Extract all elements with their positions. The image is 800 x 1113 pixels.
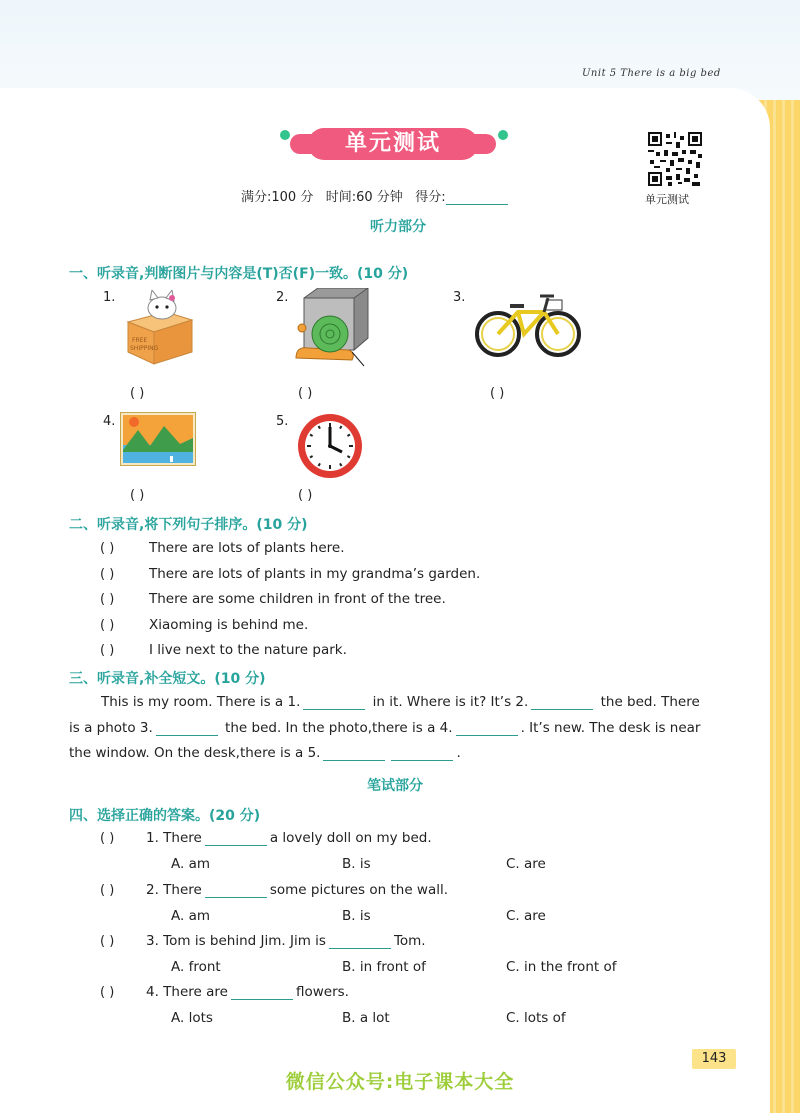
blank-5a[interactable]: [323, 746, 385, 761]
answer-paren[interactable]: ( ): [100, 831, 115, 846]
green-dot-icon: [496, 128, 510, 142]
passage-text: the bed. In the photo,there is a 4.: [225, 720, 453, 736]
blank-4[interactable]: [456, 721, 518, 736]
listening-part-heading: 听力部分: [370, 219, 426, 235]
landscape-photo-icon: [120, 412, 196, 466]
title-badge: [290, 128, 496, 160]
clock-icon: [296, 412, 364, 480]
section3-heading: 三、听录音,补全短文。(10 分): [69, 671, 266, 687]
stem-text: 1. There: [146, 830, 202, 846]
item-number: 4.: [103, 414, 116, 429]
question-blank[interactable]: [231, 985, 293, 1000]
answer-paren[interactable]: ( ): [100, 567, 115, 582]
svg-text:FREE: FREE: [132, 337, 148, 344]
option-a[interactable]: A. front: [171, 959, 221, 975]
answer-paren[interactable]: ( ): [298, 386, 313, 401]
section4-heading: 四、选择正确的答案。(20 分): [69, 808, 261, 824]
answer-paren[interactable]: ( ): [130, 386, 145, 401]
score-label: 得分:: [415, 190, 446, 205]
passage-line: [101, 694, 700, 710]
footer-watermark: 微信公众号:电子课本大全: [285, 1071, 515, 1093]
sentence-text: Xiaoming is behind me.: [149, 617, 309, 633]
stem-text: Tom.: [393, 933, 426, 949]
sentence-text: There are lots of plants here.: [149, 540, 345, 556]
passage-text: the window. On the desk,there is a 5.: [69, 745, 321, 761]
green-dot-icon: [278, 128, 292, 142]
blank-1[interactable]: [303, 695, 365, 710]
section2-heading: 二、听录音,将下列句子排序。(10 分): [69, 517, 308, 533]
answer-paren[interactable]: ( ): [100, 985, 115, 1000]
answer-paren[interactable]: ( ): [100, 643, 115, 658]
stem-text: 4. There are: [146, 984, 228, 1000]
passage-text: in it. Where is it? It’s 2.: [372, 694, 529, 710]
option-b[interactable]: B. a lot: [342, 1010, 390, 1026]
score-blank[interactable]: [446, 190, 508, 205]
passage-text: This is my room. There is a 1.: [101, 694, 301, 710]
bicycle-icon: [474, 290, 582, 358]
stem-text: 2. There: [146, 882, 202, 898]
question-stem: [146, 830, 432, 846]
score-line: [241, 186, 508, 205]
full-score: 满分:100 分: [241, 190, 314, 205]
item-number: 5.: [276, 414, 289, 429]
passage-line: [69, 745, 461, 761]
question-blank[interactable]: [205, 831, 267, 846]
blank-2[interactable]: [531, 695, 593, 710]
answer-paren[interactable]: ( ): [100, 934, 115, 949]
option-a[interactable]: A. am: [171, 856, 211, 872]
running-header: Unit 5 There is a big bed: [582, 68, 721, 79]
passage-line: [69, 720, 700, 736]
passage-text: . It’s new. The desk is near: [520, 720, 701, 736]
question-stem: [146, 882, 448, 898]
option-b[interactable]: B. in front of: [342, 959, 426, 975]
blank-5b[interactable]: [391, 746, 453, 761]
answer-paren[interactable]: ( ): [130, 488, 145, 503]
option-c[interactable]: C. are: [506, 856, 546, 872]
sentence-text: I live next to the nature park.: [149, 642, 347, 658]
stem-text: a lovely doll on my bed.: [269, 830, 432, 846]
question-stem: [146, 933, 426, 949]
question-blank[interactable]: [329, 934, 391, 949]
answer-paren[interactable]: ( ): [100, 541, 115, 556]
answer-paren[interactable]: ( ): [100, 592, 115, 607]
section1-heading: 一、听录音,判断图片与内容是(T)否(F)一致。(10 分): [69, 266, 409, 282]
sentence-text: There are some children in front of the tree.: [149, 591, 446, 607]
option-c[interactable]: C. lots of: [506, 1010, 566, 1026]
passage-text: the bed. There: [600, 694, 700, 710]
option-c[interactable]: C. are: [506, 908, 546, 924]
svg-text:SHIPPING: SHIPPING: [130, 345, 159, 352]
option-b[interactable]: B. is: [342, 908, 371, 924]
stem-text: flowers.: [295, 984, 349, 1000]
answer-paren[interactable]: ( ): [100, 618, 115, 633]
option-b[interactable]: B. is: [342, 856, 371, 872]
answer-paren[interactable]: ( ): [490, 386, 505, 401]
stem-text: 3. Tom is behind Jim. Jim is: [146, 933, 326, 949]
option-a[interactable]: A. lots: [171, 1010, 213, 1026]
writing-part-heading: 笔试部分: [367, 778, 423, 794]
qr-label: 单元测试: [645, 193, 689, 206]
qr-code-icon[interactable]: [648, 132, 702, 186]
question-blank[interactable]: [205, 883, 267, 898]
passage-text: .: [456, 745, 461, 761]
blank-3[interactable]: [156, 721, 218, 736]
option-c[interactable]: C. in the front of: [506, 959, 617, 975]
gift-box-icon: [122, 290, 196, 366]
snail-box-icon: [294, 288, 374, 370]
time-limit: 时间:60 分钟: [325, 190, 403, 205]
item-number: 1.: [103, 290, 116, 305]
stem-text: some pictures on the wall.: [269, 882, 449, 898]
page-number: 143: [692, 1049, 736, 1069]
question-stem: [146, 984, 349, 1000]
option-a[interactable]: A. am: [171, 908, 211, 924]
item-number: 3.: [453, 290, 466, 305]
passage-text: is a photo 3.: [69, 720, 153, 736]
item-number: 2.: [276, 290, 289, 305]
page-title: 单元测试: [344, 131, 441, 156]
sentence-text: There are lots of plants in my grandma’s garden.: [149, 566, 481, 582]
answer-paren[interactable]: ( ): [100, 883, 115, 898]
answer-paren[interactable]: ( ): [298, 488, 313, 503]
